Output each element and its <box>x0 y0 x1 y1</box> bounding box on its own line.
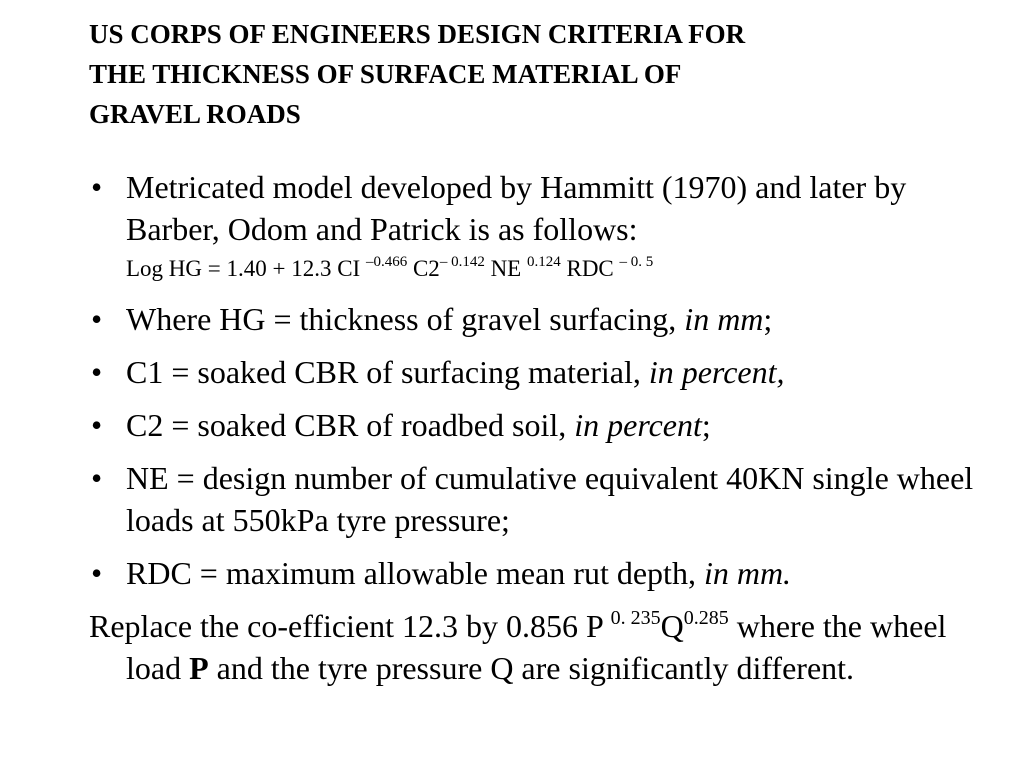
bullet-model <box>89 166 989 250</box>
formula-line <box>89 254 989 284</box>
formula-part-3: NE <box>484 256 527 281</box>
bullet-model-text: Metricated model developed by Hammitt (1970) and later by Barber, Odom and Patrick is as follows: <box>126 169 907 247</box>
title-line-2: THE THICKNESS OF SURFACE MATERIAL OF <box>89 59 682 89</box>
bullet-dot: • <box>91 169 103 205</box>
bullet-hg-text: Where HG = thickness of gravel surfacing, <box>126 301 685 337</box>
bullet-dot: • <box>91 301 103 337</box>
replace-part-1: Replace the co-efficient 12.3 by 0.856 P <box>89 608 611 644</box>
bullet-c1-text: C1 = soaked CBR of surfacing material, <box>126 354 649 390</box>
formula-part-1: Log HG = 1.40 + 12.3 CI <box>126 256 366 281</box>
bullet-dot: • <box>91 354 103 390</box>
replace-exp-2: 0.285 <box>683 607 729 629</box>
title-line-1: US CORPS OF ENGINEERS DESIGN CRITERIA FOR <box>89 19 746 49</box>
slide-body <box>89 166 989 689</box>
formula-exp-3: 0.124 <box>526 254 561 270</box>
formula-exp-4: – 0. 5 <box>619 254 654 270</box>
replace-bold-p: P <box>189 650 209 686</box>
bullet-list <box>89 166 989 594</box>
replace-part-3: where the wheel load <box>126 608 947 686</box>
formula-exp-1: –0.466 <box>365 254 408 270</box>
bullet-hg <box>89 298 989 340</box>
replace-part-4: and the tyre pressure Q are significantly different. <box>208 650 855 686</box>
bullet-hg-unit: in mm <box>684 301 764 337</box>
replace-part-2: Q <box>660 608 684 644</box>
bullet-dot: • <box>91 407 103 443</box>
bullet-c1-unit: in percent, <box>648 354 785 390</box>
bullet-ne <box>89 457 989 541</box>
bullet-rdc <box>89 552 989 594</box>
formula-part-4: RDC <box>560 256 620 281</box>
formula-part-2: C2 <box>407 256 440 281</box>
bullet-c2-text: C2 = soaked CBR of roadbed soil, <box>126 407 575 443</box>
bullet-ne-text: NE = design number of cumulative equivalent 40KN single wheel loads at 550kPa tyre pressure; <box>126 460 974 538</box>
bullet-rdc-text: RDC = maximum allowable mean rut depth, <box>126 555 704 591</box>
bullet-c1 <box>89 351 989 393</box>
replace-paragraph <box>89 605 989 689</box>
bullet-rdc-unit: in mm. <box>703 555 792 591</box>
bullet-dot: • <box>91 555 103 591</box>
bullet-c2-unit: in percent <box>574 407 702 443</box>
slide-title <box>89 14 949 134</box>
formula-exp-2: – 0.142 <box>439 254 485 270</box>
title-line-3: GRAVEL ROADS <box>89 99 301 129</box>
bullet-c2 <box>89 404 989 446</box>
replace-exp-1: 0. 235 <box>610 607 661 629</box>
bullet-dot: • <box>91 460 103 496</box>
bullet-hg-tail: ; <box>763 301 773 337</box>
bullet-c2-tail: ; <box>701 407 711 443</box>
